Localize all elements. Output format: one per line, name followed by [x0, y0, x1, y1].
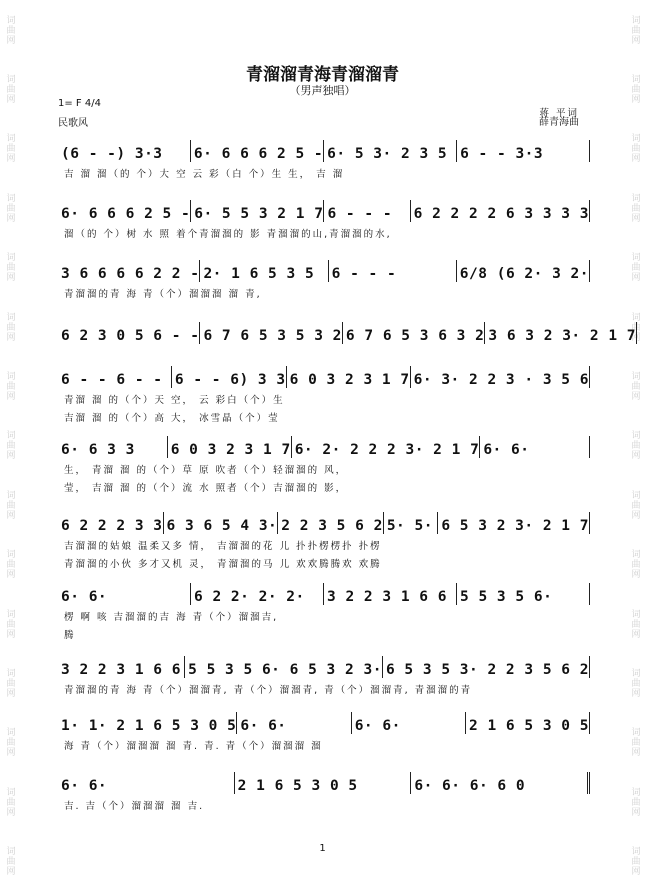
measure: 2 1 6 5 3 0 5 [466, 712, 590, 734]
measure: 5· 5· [384, 512, 438, 534]
score-system [58, 656, 590, 696]
lyric-line: 楞 啊 咳 吉溜溜的吉 海 青（个）溜溜吉, [64, 612, 279, 623]
lyric-line: 青溜溜的小伙 多才又机 灵， 青溜溜的马 儿 欢欢腾腾欢 欢腾 [64, 559, 382, 570]
measure: 6· 5 3· 2 3 5 [324, 140, 457, 162]
measure: 6· 6· [352, 712, 466, 734]
notation-line [58, 322, 637, 344]
measure: 6 2 3 0 5 6 - - [58, 322, 200, 344]
composer-credit: 薛青海曲 [539, 117, 579, 128]
score-system [58, 512, 590, 570]
notation-line [58, 366, 590, 388]
measure: 6 5 3 5 3· 2 2 3 5 6 2 [383, 656, 590, 678]
measure: 6 - - 6 - - [58, 366, 172, 388]
measure: 6· 6 3 3 [58, 436, 168, 458]
score-system [58, 140, 590, 180]
lyric-line: 吉. 吉（个）溜溜溜 溜 吉. [64, 801, 205, 812]
measure: 6 7 6 5 3 6 3 2 [343, 322, 485, 344]
measure: 6 2 2· 2· 2· [191, 583, 324, 605]
measure: 6· 6· [480, 436, 590, 458]
notation-line [58, 260, 590, 282]
score-system [58, 366, 590, 424]
notation-line [58, 656, 590, 678]
song-subtitle: （男声独唱） [289, 84, 356, 97]
score-system [58, 772, 590, 812]
watermark-left: 词曲网 词曲网 词曲网 词曲网 词曲网 词曲网 词曲网 词曲网 词曲网 词曲网 词曲网 词曲网 词曲网 词曲网 词曲网 [4, 14, 15, 877]
measure: 6 5 3 2 3· 2 1 7 [438, 512, 590, 534]
measure: 6· 5 5 3 2 1 7 [191, 200, 324, 222]
page-number: 1 [319, 843, 326, 854]
song-title: 青溜溜青海青溜溜青 [246, 65, 399, 85]
measure: 6 - - - [329, 260, 457, 282]
style-marking: 民歌风 [58, 118, 88, 129]
measure: 6· 6· [237, 712, 351, 734]
lyric-line: 溜（的 个）树 水 照 着个青溜溜的 影 青溜溜的山,青溜溜的水, [64, 229, 392, 240]
notation-line [58, 512, 590, 534]
measure: 3 2 2 3 1 6 6 [324, 583, 457, 605]
measure: 6· 6· [58, 583, 191, 605]
measure: 6· 2· 2 2 2 3· 2 1 7 [292, 436, 481, 458]
measure: 5 5 3 5 6· [457, 583, 590, 605]
measure: 6 - - - [324, 200, 410, 222]
measure: 6/8 (6 2· 3 2· [457, 260, 590, 282]
measure: 6 2 2 2 2 6 3 3 3 3 [411, 200, 590, 222]
lyric-line: 青溜溜的青 海 青（个）溜溜溜 溜 青, [64, 289, 262, 300]
lyric-line: 腾 [64, 630, 76, 641]
score-system [58, 260, 590, 300]
score-system [58, 200, 590, 240]
measure: 6 - - 3·3 [457, 140, 590, 162]
measure: 6· 3· 2 2 3 · 3 5 6 [411, 366, 590, 388]
score-system [58, 712, 590, 752]
measure: 2 1 6 5 3 0 5 [235, 772, 412, 794]
measure: 2 2 3 5 6 2 [278, 512, 384, 534]
measure: 3 6 6 6 6 2 2 - [58, 260, 200, 282]
lyric-line: 海 青（个）溜溜溜 溜 青. 青. 青（个）溜溜溜 溜 [64, 741, 323, 752]
notation-line [58, 200, 590, 222]
lyric-line: 生， 青溜 溜 的（个）草 原 吹者（个）轻溜溜的 风， [64, 465, 348, 476]
key-signature: 1= F 4/4 [58, 98, 101, 109]
measure: 6· 6· [58, 772, 235, 794]
score-system [58, 436, 590, 494]
measure: 6 0 3 2 3 1 7 [287, 366, 411, 388]
measure: 6 - - 6) 3 3 [172, 366, 287, 388]
measure: 6· 6 6 6 2 5 - [58, 200, 191, 222]
measure: 6· 6 6 6 2 5 - [191, 140, 324, 162]
measure: 3 6 3 2 3· 2 1 7 [485, 322, 637, 344]
lyric-line: 莹， 吉溜 溜 的（个）流 水 照者（个）吉溜溜的 影， [64, 483, 348, 494]
lyric-line: 吉溜溜的姑娘 温柔又多 情， 吉溜溜的花 儿 扑扑楞楞扑 扑楞 [64, 541, 382, 552]
measure: (6 - -) 3·3 [58, 140, 191, 162]
measure: 5 5 3 5 6· 6 5 3 2 3· [185, 656, 383, 678]
measure: 6 0 3 2 3 1 7 [168, 436, 292, 458]
lyricist-credit: 蒋 平词 [539, 108, 579, 119]
lyric-line: 青溜溜的青 海 青（个）溜溜青, 青（个）溜溜青, 青（个）溜溜青, 青溜溜的青 [64, 685, 473, 696]
lyric-line: 青溜 溜 的（个）天 空， 云 彩白（个）生 [64, 395, 285, 406]
watermark-right: 词曲网 词曲网 词曲网 词曲网 词曲网 词曲网 词曲网 词曲网 词曲网 词曲网 词曲网 词曲网 词曲网 词曲网 词曲网 [629, 14, 640, 877]
measure: 6 3 6 5 4 3· [164, 512, 279, 534]
measure: 6· 6· 6· 6 0 [411, 772, 590, 794]
notation-line [58, 140, 590, 162]
measure: 1· 1· 2 1 6 5 3 0 5 [58, 712, 237, 734]
lyric-line: 吉 溜 溜（的 个）大 空 云 彩（白 个）生 生， 吉 溜 [64, 169, 345, 180]
notation-line [58, 583, 590, 605]
lyric-line: 吉溜 溜 的（个）高 大， 冰雪晶（个）莹 [64, 413, 280, 424]
measure: 3 2 2 3 1 6 6 [58, 656, 185, 678]
notation-line [58, 436, 590, 458]
score-system [58, 322, 637, 348]
notation-line [58, 772, 590, 794]
measure: 6 7 6 5 3 5 3 2 [200, 322, 342, 344]
notation-line [58, 712, 590, 734]
measure: 6 2 2 2 3 3 [58, 512, 164, 534]
score-system [58, 583, 590, 641]
measure: 2· 1 6 5 3 5 [200, 260, 328, 282]
